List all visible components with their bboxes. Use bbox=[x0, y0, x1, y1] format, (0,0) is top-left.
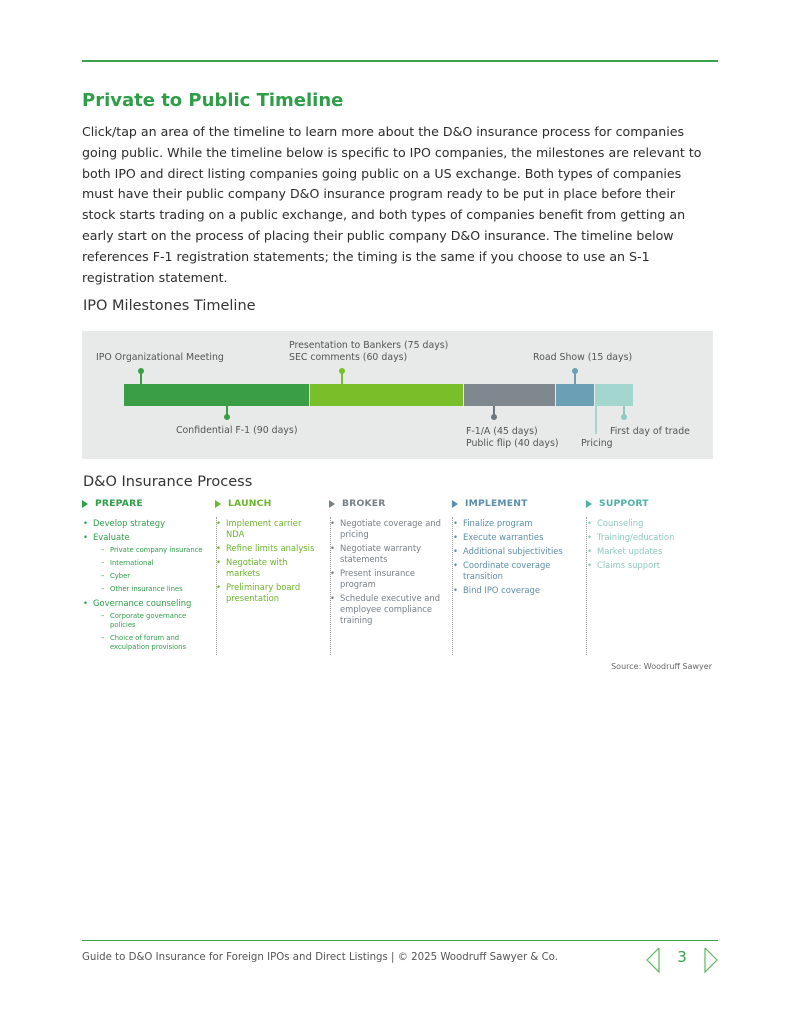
column-divider bbox=[586, 517, 587, 655]
item-text: International bbox=[110, 559, 154, 567]
phase-prepare[interactable] bbox=[82, 497, 207, 656]
column-divider bbox=[216, 517, 217, 655]
item-text: Present insurance program bbox=[340, 568, 416, 589]
column-divider bbox=[452, 517, 453, 655]
phase-item-list bbox=[215, 518, 321, 604]
phase-header[interactable] bbox=[329, 497, 444, 513]
list-item bbox=[329, 543, 444, 565]
item-text: Private company insurance bbox=[110, 546, 203, 554]
play-triangle-icon bbox=[586, 500, 592, 508]
item-text: Preliminary board presentation bbox=[226, 582, 301, 603]
timeline-title: IPO Milestones Timeline bbox=[83, 298, 256, 314]
phase-header[interactable] bbox=[215, 497, 321, 513]
phase-name: LAUNCH bbox=[228, 498, 272, 509]
phase-implement[interactable] bbox=[452, 497, 580, 599]
item-text: Develop strategy bbox=[93, 518, 166, 528]
list-item bbox=[329, 568, 444, 590]
phase-item-list bbox=[452, 518, 580, 596]
bullet-icon: • bbox=[453, 532, 458, 542]
marker-stem bbox=[341, 372, 343, 384]
bullet-icon: • bbox=[330, 568, 335, 578]
label-f1a: F-1/A (45 days) bbox=[466, 426, 538, 437]
list-item bbox=[452, 560, 580, 582]
bullet-icon: • bbox=[453, 585, 458, 595]
play-triangle-icon bbox=[215, 500, 221, 508]
list-item bbox=[215, 543, 321, 554]
source-note: Source: Woodruff Sawyer bbox=[611, 662, 712, 671]
phase-launch[interactable] bbox=[215, 497, 321, 607]
sub-list-item bbox=[82, 546, 207, 555]
bullet-icon: • bbox=[453, 560, 458, 570]
phase-header[interactable] bbox=[586, 497, 714, 513]
bullet-icon: • bbox=[216, 518, 221, 528]
item-text: Choice of forum and exculpation provisions bbox=[110, 634, 187, 651]
item-text: Implement carrier NDA bbox=[226, 518, 302, 539]
column-divider bbox=[330, 517, 331, 655]
bullet-icon: – bbox=[101, 634, 105, 642]
sub-list-item bbox=[82, 634, 207, 652]
bullet-icon: • bbox=[330, 543, 335, 553]
marker-stem bbox=[140, 372, 142, 384]
sub-list-item bbox=[82, 612, 207, 630]
list-item bbox=[452, 532, 580, 543]
timeline-segment-prepare[interactable] bbox=[124, 384, 309, 406]
list-item bbox=[215, 557, 321, 579]
item-text: Corporate governance policies bbox=[110, 612, 187, 629]
top-divider bbox=[82, 60, 718, 62]
bullet-icon: – bbox=[101, 585, 105, 593]
list-item bbox=[215, 518, 321, 540]
item-text: Execute warranties bbox=[463, 532, 544, 542]
phase-header[interactable] bbox=[452, 497, 580, 513]
timeline-segment-support[interactable] bbox=[595, 384, 633, 406]
bullet-icon: • bbox=[587, 560, 592, 570]
label-road-show: Road Show (15 days) bbox=[533, 352, 633, 363]
bullet-icon: • bbox=[83, 518, 88, 528]
play-triangle-icon bbox=[452, 500, 458, 508]
marker-dot bbox=[621, 414, 627, 420]
item-text: Additional subjectivities bbox=[463, 546, 563, 556]
phase-support[interactable] bbox=[586, 497, 714, 574]
bullet-icon: • bbox=[587, 546, 592, 556]
bullet-icon: • bbox=[216, 582, 221, 592]
sub-list-item bbox=[82, 585, 207, 594]
label-confidential-f1: Confidential F-1 (90 days) bbox=[176, 425, 298, 436]
bullet-icon: • bbox=[330, 593, 335, 603]
label-sec-comments: SEC comments (60 days) bbox=[289, 352, 408, 363]
label-pricing: Pricing bbox=[581, 438, 613, 449]
timeline-segment-implement[interactable] bbox=[556, 384, 594, 406]
bullet-icon: – bbox=[101, 572, 105, 580]
list-item bbox=[452, 585, 580, 596]
bullet-icon: • bbox=[587, 532, 592, 542]
item-text: Cyber bbox=[110, 572, 131, 580]
item-text: Schedule executive and employee compliance training bbox=[340, 593, 441, 625]
item-text: Negotiate with markets bbox=[226, 557, 288, 578]
label-bankers: Presentation to Bankers (75 days) bbox=[289, 340, 449, 351]
bullet-icon: • bbox=[453, 518, 458, 528]
item-text: Coordinate coverage transition bbox=[463, 560, 551, 581]
bullet-icon: – bbox=[101, 612, 105, 620]
bullet-icon: • bbox=[83, 532, 88, 542]
bullet-icon: – bbox=[101, 546, 105, 554]
list-item bbox=[586, 546, 714, 557]
marker-dot bbox=[491, 414, 497, 420]
page-number: 3 bbox=[677, 948, 687, 966]
list-item bbox=[586, 518, 714, 529]
label-org-meeting: IPO Organizational Meeting bbox=[96, 352, 224, 363]
marker-dot bbox=[224, 414, 230, 420]
phase-name: BROKER bbox=[342, 498, 386, 509]
sub-list-item bbox=[82, 572, 207, 581]
intro-paragraph: Click/tap an area of the timeline to learn more about the D&O insurance process for companies going public. While the timeline below is specific to IPO companies, the milestones are relevant to both IPO and direct listing companies going public on a US exchange. Both types of companies must have their public company D&O insurance program ready to be put in place before their stock starts trading on a public exchange, and both types of companies benefit from getting an early start on the process of placing their public company D&O insurance. The timeline below references F-1 registration statements; the timing is the same if you choose to use an S-1 registration statement. bbox=[82, 124, 702, 285]
bullet-icon: • bbox=[330, 518, 335, 528]
list-item bbox=[586, 532, 714, 543]
next-page-icon[interactable] bbox=[703, 946, 719, 974]
list-item bbox=[82, 598, 207, 609]
phase-item-list bbox=[586, 518, 714, 571]
label-first-day: First day of trade bbox=[610, 426, 690, 437]
item-text: Refine limits analysis bbox=[226, 543, 315, 553]
list-item bbox=[452, 546, 580, 557]
item-text: Finalize program bbox=[463, 518, 533, 528]
item-text: Negotiate coverage and pricing bbox=[340, 518, 441, 539]
bullet-icon: – bbox=[101, 559, 105, 567]
prev-page-icon[interactable] bbox=[645, 946, 661, 974]
list-item bbox=[329, 593, 444, 626]
phase-broker[interactable] bbox=[329, 497, 444, 629]
bullet-icon: • bbox=[216, 543, 221, 553]
item-text: Training/education bbox=[597, 532, 675, 542]
bullet-icon: • bbox=[453, 546, 458, 556]
item-text: Counseling bbox=[597, 518, 644, 528]
list-item bbox=[329, 518, 444, 540]
bullet-icon: • bbox=[83, 598, 88, 608]
process-title: D&O Insurance Process bbox=[83, 474, 253, 490]
list-item bbox=[586, 560, 714, 571]
bullet-icon: • bbox=[216, 557, 221, 567]
phase-item-list bbox=[82, 518, 207, 652]
footer-text: Guide to D&O Insurance for Foreign IPOs and Direct Listings | © 2025 Woodruff Sawyer & Co. bbox=[82, 952, 558, 963]
bottom-divider bbox=[82, 940, 718, 941]
page-title: Private to Public Timeline bbox=[82, 90, 344, 111]
bullet-icon: • bbox=[587, 518, 592, 528]
item-text: Bind IPO coverage bbox=[463, 585, 541, 595]
item-text: Governance counseling bbox=[93, 598, 192, 608]
marker-stem bbox=[574, 372, 576, 384]
label-public-flip: Public flip (40 days) bbox=[466, 438, 559, 449]
timeline-segment-launch[interactable] bbox=[310, 384, 463, 406]
list-item bbox=[82, 532, 207, 543]
item-text: Negotiate warranty statements bbox=[340, 543, 422, 564]
list-item bbox=[215, 582, 321, 604]
item-text: Market updates bbox=[597, 546, 663, 556]
phase-item-list bbox=[329, 518, 444, 626]
item-text: Claims support bbox=[597, 560, 660, 570]
sub-list-item bbox=[82, 559, 207, 568]
timeline-segment-broker[interactable] bbox=[464, 384, 555, 406]
ipo-timeline[interactable] bbox=[82, 331, 713, 459]
phase-header[interactable] bbox=[82, 497, 207, 513]
list-item bbox=[452, 518, 580, 529]
play-triangle-icon bbox=[82, 500, 88, 508]
phase-name: IMPLEMENT bbox=[465, 498, 528, 509]
item-text: Evaluate bbox=[93, 532, 130, 542]
phase-name: SUPPORT bbox=[599, 498, 649, 509]
phase-name: PREPARE bbox=[95, 498, 143, 509]
list-item bbox=[82, 518, 207, 529]
item-text: Other insurance lines bbox=[110, 585, 183, 593]
marker-stem bbox=[595, 406, 597, 434]
play-triangle-icon bbox=[329, 500, 335, 508]
